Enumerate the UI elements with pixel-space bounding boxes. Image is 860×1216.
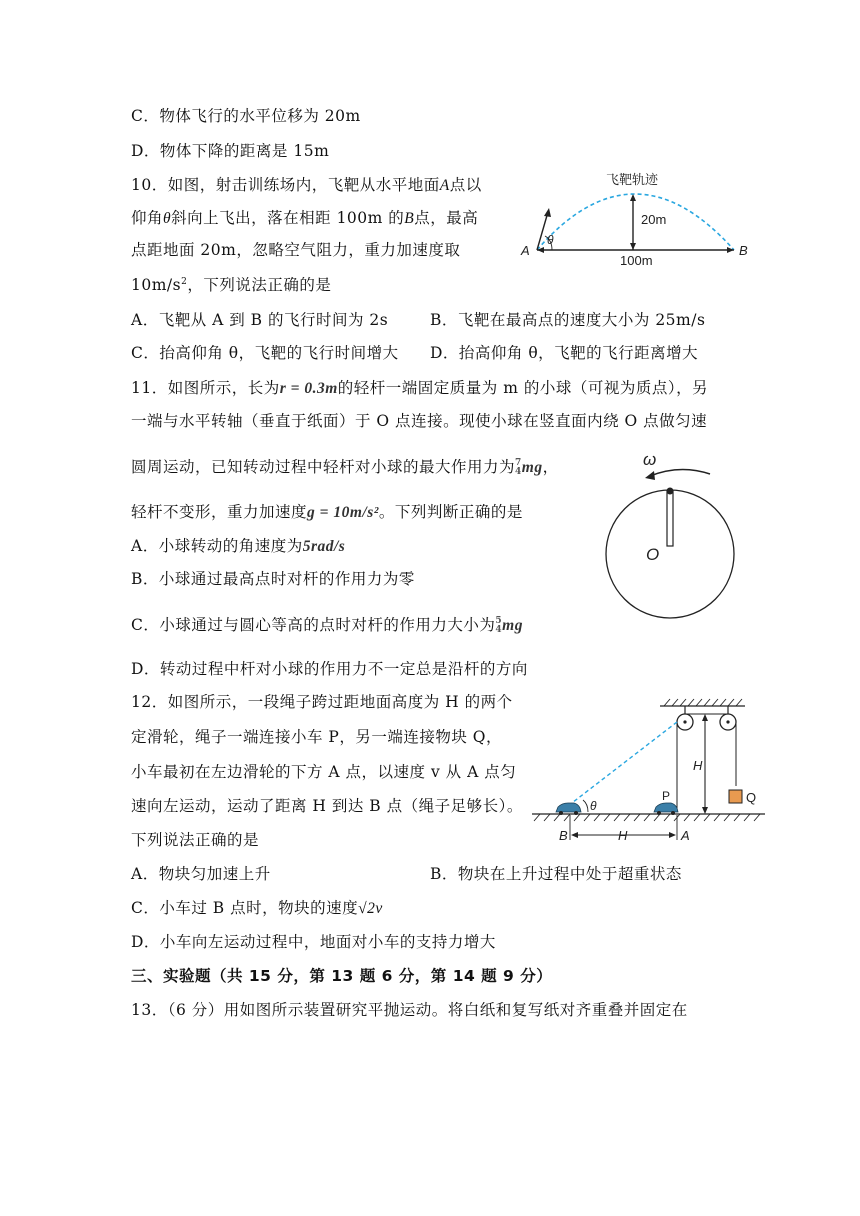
q10-option-c: C．抬高仰角 θ，飞靶的飞行时间增大 (131, 344, 399, 362)
q11-option-d: D．转动过程中杆对小球的作用力不一定总是沿杆的方向 (131, 660, 528, 678)
fig12-car-p (654, 803, 678, 815)
q12-option-d: D．小车向左运动过程中，地面对小车的支持力增大 (131, 933, 496, 951)
fig12-car-at-b (556, 803, 581, 815)
fig10-arc (537, 194, 734, 250)
fig12-b-label: B (559, 828, 568, 843)
q9-option-d: D．物体下降的距离是 15m (131, 142, 330, 160)
q12-stem-line-3: 小车最初在左边滑轮的下方 A 点，以速度 v 从 A 点匀 (131, 763, 517, 781)
section-3-heading: 三、实验题（共 15 分，第 13 题 6 分，第 14 题 9 分） (131, 967, 553, 985)
q11-option-a: A．小球转动的角速度为5rad/s (131, 537, 346, 555)
fig12-block-q (729, 790, 742, 803)
fig11-omega-label: ω (643, 450, 657, 469)
fig10-height-label: 20m (641, 212, 667, 227)
q11-stem-line-3: 圆周运动，已知转动过程中轻杆对小球的最大作用力为 7 4 mg， (131, 458, 559, 477)
q11-fraction-5-4: 5 4 (495, 616, 503, 635)
fig12-h-vertical-label: H (693, 758, 703, 773)
fig11-rotation-arrowhead (645, 471, 655, 480)
fig12-ceiling-hatch (664, 699, 742, 706)
fig10-title: 飞靶轨迹 (606, 172, 659, 187)
q12-option-b: B．物块在上升过程中处于超重状态 (430, 865, 682, 883)
q12-option-c: C．小车过 B 点时，物块的速度√2v (131, 899, 383, 917)
fig12-a-label: A (681, 828, 690, 843)
q12-stem-line-1: 12．如图所示，一段绳子跨过距地面高度为 H 的两个 (131, 693, 513, 711)
fig10-trajectory-diagram (512, 164, 762, 266)
fig11-o-label: O (646, 545, 660, 564)
q10-option-d: D．抬高仰角 θ，飞靶的飞行距离增大 (430, 344, 699, 362)
fig11-rod (667, 491, 673, 546)
q12-stem-line-4: 速向左运动，运动了距离 H 到达 B 点（绳子足够长）。 (131, 797, 523, 815)
fig12-ground-hatch (534, 814, 760, 821)
fig10-width-label: 100m (620, 253, 653, 266)
fig12-rope-diagonal (568, 722, 677, 806)
q10-option-b: B．飞靶在最高点的速度大小为 25m/s (430, 311, 706, 329)
q10-stem-line-3: 点距地面 20m，忽略空气阻力，重力加速度取 (131, 241, 461, 259)
q11-stem-line-4: 轻杆不变形，重力加速度g = 10m/s²。下列判断正确的是 (131, 503, 523, 521)
q9-option-c: C．物体飞行的水平位移为 20m (131, 107, 361, 125)
q11-option-b: B．小球通过最高点时对杆的作用力为零 (131, 570, 415, 588)
q10-option-a: A．飞靶从 A 到 B 的飞行时间为 2s (131, 311, 389, 329)
q12-stem-line-2: 定滑轮，绳子一端连接小车 P，另一端连接物块 Q， (131, 728, 502, 746)
fig10-label-a: A (521, 243, 530, 258)
fig12-h-horizontal-label: H (618, 828, 628, 843)
fig10-height-arrow-up (630, 194, 636, 201)
fig12-pulley-diagram (530, 694, 770, 844)
q13-stem-line-1: 13．（6 分）用如图所示装置研究平抛运动。将白纸和复写纸对齐重叠并固定在 (131, 1001, 688, 1019)
q12-stem-line-5: 下列说法正确的是 (131, 831, 260, 849)
fig12-q-label: Q (746, 790, 757, 805)
fig12-p-label: P (662, 789, 671, 803)
fig10-velocity-arrowhead (544, 208, 551, 217)
q12-option-a: A．物块匀加速上升 (131, 865, 271, 883)
q10-stem-line-2: 仰角θ斜向上飞出，落在相距 100m 的B点，最高 (131, 209, 479, 227)
q11-option-c: C．小球通过与圆心等高的点时对杆的作用力大小为 5 4 mg (131, 616, 523, 635)
fig11-circle-diagram (600, 440, 750, 640)
q10-stem-line-1: 10．如图，射击训练场内，飞靶从水平地面A点以 (131, 176, 482, 194)
q11-stem-line-2: 一端与水平转轴（垂直于纸面）于 O 点连接。现使小球在竖直面内绕 O 点做匀速 (131, 412, 708, 430)
fig12-theta-label: θ (590, 799, 597, 813)
fig10-height-arrow-down (630, 243, 636, 250)
q11-fraction-7-4: 7 4 (515, 458, 522, 477)
fig11-ball (667, 488, 674, 495)
q11-stem-line-1: 11．如图所示，长为r = 0.3m的轻杆一端固定质量为 m 的小球（可视为质点），另 (131, 379, 709, 397)
fig11-rotation-arrow (650, 469, 710, 476)
fig10-theta-label: θ (547, 233, 554, 247)
q10-stem-line-4: $10m/s^2$，下列说法正确的是 (131, 276, 332, 295)
fig10-label-b: B (739, 243, 748, 258)
fig12-angle-arc (583, 800, 588, 812)
